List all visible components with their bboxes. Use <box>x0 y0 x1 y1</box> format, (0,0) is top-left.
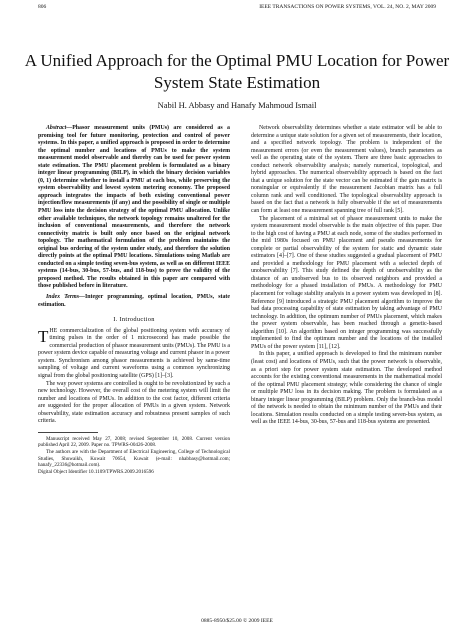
index-terms <box>38 294 230 309</box>
footnote-doi: Digital Object Identifier 10.1109/TPWRS.2009.2016596 <box>38 468 154 475</box>
right-column <box>251 125 442 427</box>
index-terms-text: Integer programming, optimal location, PMUs, state estimation. <box>38 294 230 308</box>
body-paragraph: The placement of a minimal set of phasor measurement units to make the system measurement model observable is the main objective of this paper. Due to the high cost of having a PMU at each node, some of the studies performed in the mid 1980s focused on PMU placement and pseudo measurements for complete or partial observability of the system for static and dynamic state estimators [4]–[7]. One of these studies suggested a gradual placement of PMU and provided a methodology for PMU placement with a selected depth of unobservability [7]. This study defined the depth of unobservability as the distance of an unobserved bus to its observed neighbors and provided a methodology for a phased installation of PMUs. A methodology for PMU placement for voltage stability analysis in a power system was developed in [8]. Reference [9] introduced a strategic PMU placement algorithm to improve the bad data processing capability of state estimation by taking advantage of PMU technology. In addition, the optimum number of PMUs placement, which makes the power system observable, has been reached through a genetic-based algorithm [10]. An algorithm based on integer programming was successfully implemented to find the optimum number and the locations of the installed PMUs of the power system [11], [12]. <box>251 215 442 350</box>
paper-title: A Unified Approach for the Optimal PMU Location for Power System State Estimation <box>24 51 450 92</box>
index-terms-label: Index Terms— <box>46 294 85 301</box>
author-list: Nabil H. Abbasy and Hanafy Mahmoud Ismail <box>157 100 317 110</box>
footnote-received: Manuscript received May 27, 2008; revised September 10, 2008. Current version published April 22, 2009. Paper no. TPWRS-00426-2008. <box>38 435 230 449</box>
body-paragraph: Network observability determines whether a state estimator will be able to determine a unique state solution for a given set of measurements, their location, and a specified network topology. The problem is independent of the measurement errors (or even the measurement values), branch parameters as well as the operating state of the system. There are three basic approaches to conduct network observability analysis; namely numerical, topological, and hybrid approaches. The numerical observability approach is based on the fact that a unique solution for the state vector can be estimated if the gain matrix is nonsingular or equivalently if the measurement Jacobian matrix has a full column rank and well conditioned. The topological observability approach is based on the fact that a network is fully observable if the set of measurements can form at least one measurement spanning tree of full rank [5]. <box>251 125 442 215</box>
drop-cap: T <box>38 326 49 346</box>
copyright-footer: 0885-8950/$25.00 © 2009 IEEE <box>201 618 273 624</box>
abstract <box>38 125 230 291</box>
journal-name: IEEE TRANSACTIONS ON POWER SYSTEMS, VOL. 24, NO. 2, MAY 2009 <box>259 4 436 10</box>
section-heading-introduction: I. Introduction <box>113 316 155 324</box>
abstract-label: Abstract— <box>46 125 73 131</box>
intro-paragraph-1-text: HE commercialization of the global positioning system with accuracy of timing pulses in the order of 1 microsecond has made possible the commercial production of phasor measurement units (PMUs). The PMU is a power system device capable of measuring voltage and current phasor in a power system. Synchronism among phasor measurements is achieved by same-time sampling of voltage and current waveforms using a common synchronizing signal from the global positioning satellite (GPS) [1]–[3]. <box>38 327 230 379</box>
left-column <box>38 125 230 475</box>
running-header <box>38 4 436 14</box>
intro-paragraph-2: The way power systems are controlled is ought to be revolutionized by such a new technology. However, the overall cost of the metering system will limit the number and locations of PMUs. In addition to the cost factor, different criteria are suggested for the proper allocation of PMUs in a given system. Network observability, state estimation accuracy and robustness present samples of such criteria. <box>38 380 230 425</box>
footnote-affiliation: The authors are with the Department of Electrical Engineering, College of Technological Studies, Shuwaikh, Kuwait 70654, Kuwait (e-mail: nhabbasy@hotmail.com; hanafy_22336@hotmail.com). <box>38 448 230 469</box>
footnote-divider <box>38 432 98 433</box>
body-paragraph: In this paper, a unified approach is developed to find the minimum number (least cost) and locations of PMUs, such that the power network is observable, as a priori step for power system state estimation. The developed method accounts for the existing conventional measurements in the mathematical model of the optimal PMU placement strategy; while considering the chance of single or multiple PMU loss in its decision making. The problem is formulated as a binary integer linear programming (BILP) problem. Only the branch-bus model of the network is needed to obtain the minimum number of the PMUs and their locations. Simulation results conducted on a simple testing seven-bus system, as well as the IEEE 14-bus, 30-bus, 57-bus and 118-bus systems are presented. <box>251 351 442 426</box>
intro-paragraph-1 <box>38 328 230 381</box>
page-number: 806 <box>38 4 47 10</box>
abstract-text: Phasor measurement units (PMUs) are considered as a promising tool for future monitoring, protection and control of power systems. In this paper, a unified approach is proposed in order to determine the optimal number and locations of PMUs to make the system measurement model observable and thereby can be used for power system state estimation. The PMU placement problem is formulated as a binary integer linear programming (BILP), in which the binary decision variables (0, 1) determine whether to install a PMU at each bus, while preserving the system observability and lowest system metering economy. The proposed approach integrates the impacts of both existing conventional power injection/flow measurements (if any) and the possibility of single or multiple PMU loss into the decision strategy of the optimal PMU allocation. Unlike other available techniques, the network topology remains unaltered for the inclusion of conventional measurements, and therefore the network connectivity matrix is built only once based on the original network topology. The mathematical formulation of the problem maintains the original bus ordering of the system under study, and therefore the solution directly points at the optimal PMU locations. Simulations using Matlab are conducted on a simple testing seven-bus system, as well as on different IEEE systems (14-bus, 30-bus, 57-bus, and 118-bus) to prove the validity of the proposed method. The results obtained in this paper are compared with those published before in literature. <box>38 125 230 290</box>
